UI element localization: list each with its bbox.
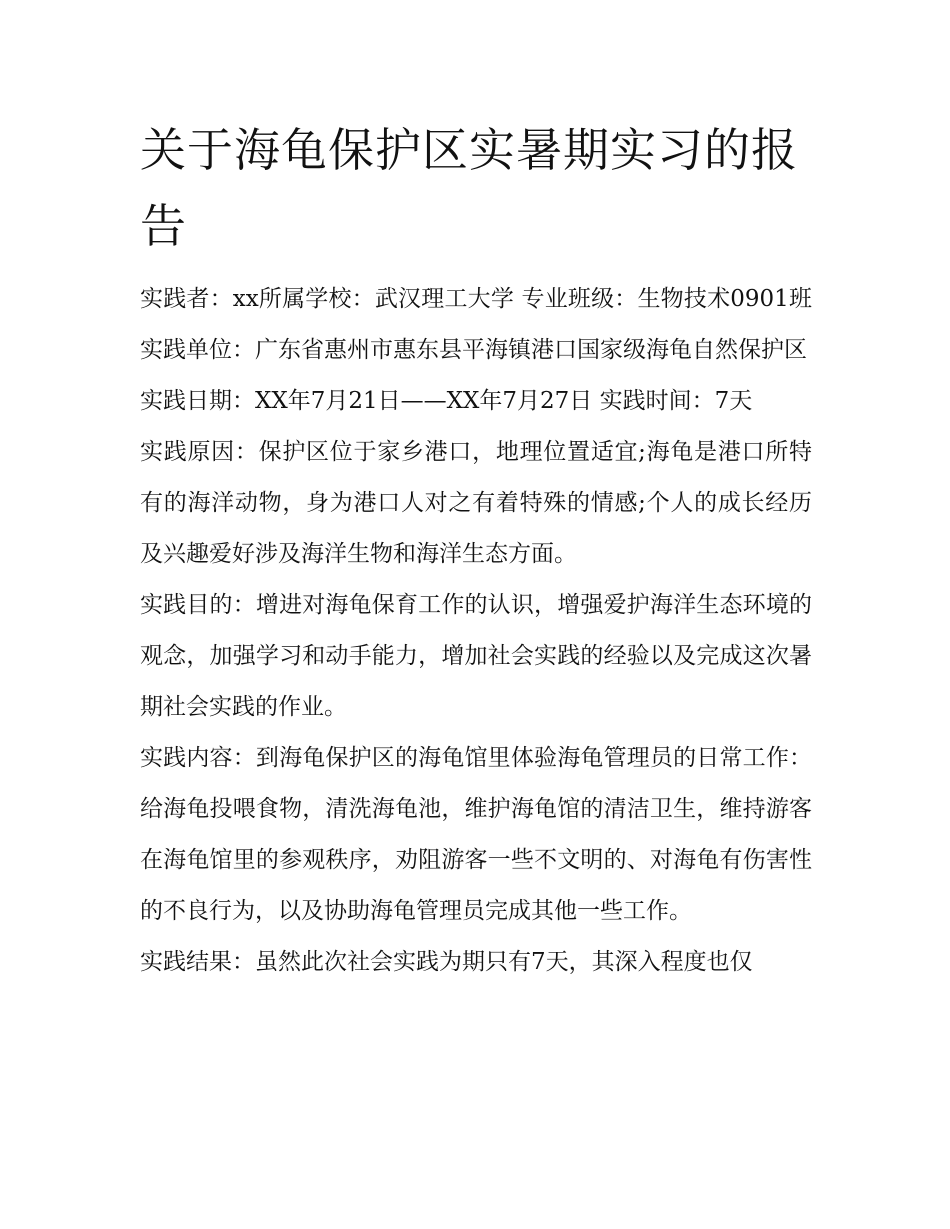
paragraph-practice-dates: 实践日期：XX年7月21日——XX年7月27日 实践时间：7天 [140, 388, 753, 414]
document-body [140, 274, 812, 988]
paragraph-practice-result: 实践结果：虽然此次社会实践为期只有7天，其深入程度也仅 [140, 949, 753, 975]
paragraph-practitioner-info: 实践者：xx所属学校：武汉理工大学 专业班级：生物技术0901班 实践单位：广东省惠州市惠东县平海镇港口国家级海龟自然保护区 [140, 286, 812, 363]
document-title: 关于海龟保护区实暑期实习的报告 [140, 123, 798, 253]
paragraph-practice-purpose: 实践目的：增进对海龟保育工作的认识，增强爱护海洋生态环境的观念，加强学习和动手能力，增加社会实践的经验以及完成这次暑期社会实践的作业。 [140, 592, 812, 720]
paragraph-practice-reason: 实践原因：保护区位于家乡港口，地理位置适宜;海龟是港口所特有的海洋动物，身为港口人对之有着特殊的情感;个人的成长经历及兴趣爱好涉及海洋生物和海洋生态方面。 [140, 439, 812, 567]
paragraph-practice-content: 实践内容：到海龟保护区的海龟馆里体验海龟管理员的日常工作：给海龟投喂食物，清洗海龟池，维护海龟馆的清洁卫生，维持游客在海龟馆里的参观秩序，劝阻游客一些不文明的、对海龟有伤害性的不良行为，以及协助海龟管理员完成其他一些工作。 [140, 745, 812, 924]
